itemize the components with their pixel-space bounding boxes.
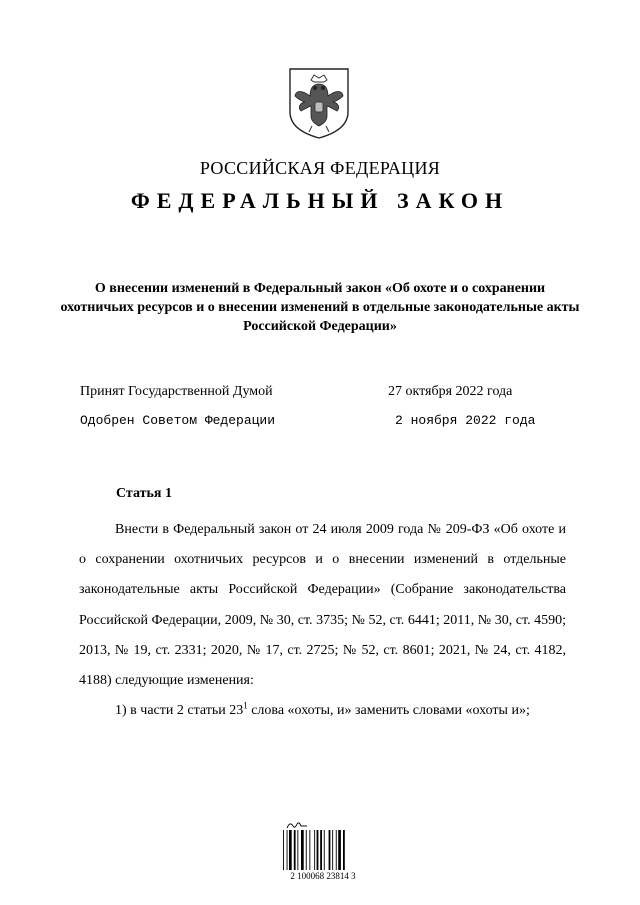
barcode-stripe	[329, 830, 331, 870]
barcode-stripe	[283, 830, 284, 870]
barcode-icon	[283, 830, 363, 870]
barcode-stripe	[343, 830, 345, 870]
barcode-stripe	[317, 830, 319, 870]
barcode-stripe	[306, 830, 307, 870]
country-heading: РОССИЙСКАЯ ФЕДЕРАЦИЯ	[199, 158, 441, 178]
signature-mark-icon	[286, 820, 308, 830]
article-heading: Статья 1	[116, 486, 172, 501]
item-superscript: 1	[243, 700, 248, 711]
barcode-stripe	[294, 830, 296, 870]
document-title: О внесении изменений в Федеральный закон «Об охоте и о сохранении охотничьих ресурсов и о внесении изменений в отдельные законодательные акты Российской Федерации»	[60, 281, 580, 334]
item-text-end: слова «охоты, и» заменить словами «охоты и»;	[247, 703, 530, 719]
barcode-stripe	[301, 830, 304, 870]
barcode-block	[281, 820, 365, 880]
item-text-start: 1) в части 2 статьи 23	[115, 703, 244, 719]
barcode-stripe	[338, 830, 341, 870]
barcode-stripe	[297, 830, 298, 870]
duma-label: Принят Государственной Думой	[80, 384, 273, 399]
barcode-stripe	[289, 830, 292, 870]
barcode-stripe	[309, 830, 310, 870]
council-label: Одобрен Советом Федерации	[80, 413, 276, 428]
barcode-stripe	[336, 830, 337, 870]
article-body	[79, 515, 566, 726]
barcode-stripe	[320, 830, 322, 870]
barcode-number: 2 100068 23814 3	[290, 871, 356, 881]
barcode-stripe	[324, 830, 325, 870]
coat-of-arms-icon	[286, 66, 352, 140]
council-date: 2 ноября 2022 года	[395, 413, 536, 428]
law-type-heading: ФЕДЕРАЛЬНЫЙ ЗАКОН	[130, 188, 510, 213]
article-item	[79, 696, 566, 726]
barcode-stripe	[332, 830, 333, 870]
barcode-stripe	[314, 830, 315, 870]
article-paragraph: Внести в Федеральный закон от 24 июля 2009 года № 209-ФЗ «Об охоте и о сохранении охотничьих ресурсов и о внесении изменений в отдельные законодательные акты Российской Федерации» (Собрание законодательства Российской Федерации, 2009, № 30, ст. 3735; № 52, ст. 6441; 2011, № 30, ст. 4590; 2013, № 19, ст. 2331; 2020, № 17, ст. 2725; № 52, ст. 8601; 2021, № 24, ст. 4182, 4188) следующие изменения:	[79, 522, 566, 689]
duma-date: 27 октября 2022 года	[388, 384, 513, 399]
barcode-stripe	[287, 830, 288, 870]
